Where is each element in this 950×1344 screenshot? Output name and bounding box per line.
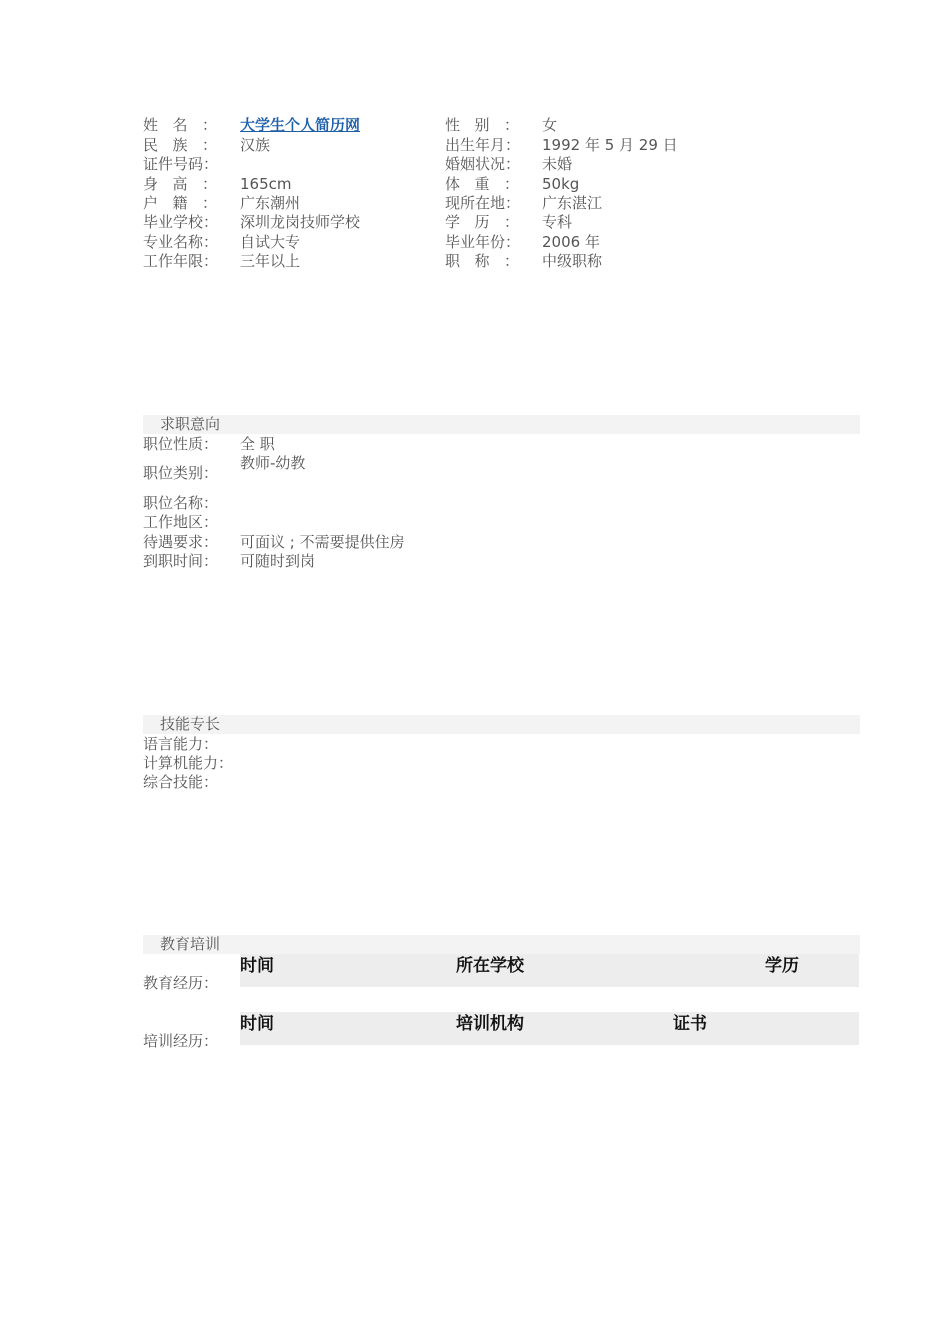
skills-section-title: 技能专长	[160, 715, 221, 733]
salary-label: 待遇要求：	[143, 533, 219, 551]
grad-year-label: 毕业年份：	[445, 233, 521, 251]
birth-value: 1992 年 5 月 29 日	[542, 136, 678, 154]
skills-section-header	[143, 715, 860, 734]
location-label: 现所在地：	[445, 194, 521, 212]
job-nature-value: 全 职	[240, 435, 275, 453]
school-value: 深圳龙岗技师学校	[240, 213, 361, 231]
major-label: 专业名称：	[143, 233, 219, 251]
name-link[interactable]: 大学生个人简历网	[240, 116, 361, 134]
start-time-value: 可随时到岗	[240, 552, 316, 570]
education-section-title: 教育培训	[160, 935, 221, 953]
marital-value: 未婚	[542, 155, 573, 173]
title-label: 职称：	[445, 252, 519, 270]
edu-header-degree: 学历	[765, 956, 799, 976]
language-label: 语言能力：	[143, 735, 219, 753]
edu-header-school: 所在学校	[456, 956, 524, 976]
work-years-label: 工作年限：	[143, 252, 219, 270]
job-name-label: 职位名称：	[143, 494, 219, 512]
degree-label: 学历：	[445, 213, 519, 231]
education-history-label: 教育经历：	[143, 974, 219, 992]
edu-header-time: 时间	[240, 956, 274, 976]
train-header-institution: 培训机构	[456, 1014, 524, 1034]
intent-section-header	[143, 415, 860, 434]
education-section-header	[143, 935, 860, 954]
id-number-label: 证件号码：	[143, 155, 219, 173]
training-table-header	[240, 1012, 859, 1045]
major-value: 自试大专	[240, 233, 301, 251]
work-area-label: 工作地区：	[143, 513, 219, 531]
weight-label: 体重：	[445, 175, 519, 193]
title-value: 中级职称	[542, 252, 603, 270]
birth-label: 出生年月：	[445, 136, 521, 154]
job-nature-label: 职位性质：	[143, 435, 219, 453]
name-label: 姓名：	[143, 116, 217, 134]
intent-section-title: 求职意向	[160, 415, 221, 433]
household-label: 户籍：	[143, 194, 217, 212]
marital-label: 婚姻状况：	[445, 155, 521, 173]
height-value: 165cm	[240, 175, 292, 193]
job-category-value: 教师-幼教	[240, 454, 306, 472]
gender-label: 性别：	[445, 116, 519, 134]
training-history-label: 培训经历：	[143, 1032, 219, 1050]
general-skills-label: 综合技能：	[143, 773, 219, 791]
start-time-label: 到职时间：	[143, 552, 219, 570]
weight-value: 50kg	[542, 175, 580, 193]
ethnicity-label: 民族：	[143, 136, 217, 154]
education-table-header	[240, 954, 859, 987]
work-years-value: 三年以上	[240, 252, 301, 270]
job-category-label: 职位类别：	[143, 464, 219, 482]
computer-label: 计算机能力：	[143, 754, 234, 772]
train-header-time: 时间	[240, 1014, 274, 1034]
height-label: 身高：	[143, 175, 217, 193]
salary-value: 可面议 ; 不需要提供住房	[240, 533, 405, 551]
gender-value: 女	[542, 116, 558, 134]
grad-year-value: 2006 年	[542, 233, 600, 251]
ethnicity-value: 汉族	[240, 136, 271, 154]
degree-value: 专科	[542, 213, 573, 231]
household-value: 广东潮州	[240, 194, 301, 212]
school-label: 毕业学校：	[143, 213, 219, 231]
train-header-certificate: 证书	[673, 1014, 707, 1034]
location-value: 广东湛江	[542, 194, 603, 212]
